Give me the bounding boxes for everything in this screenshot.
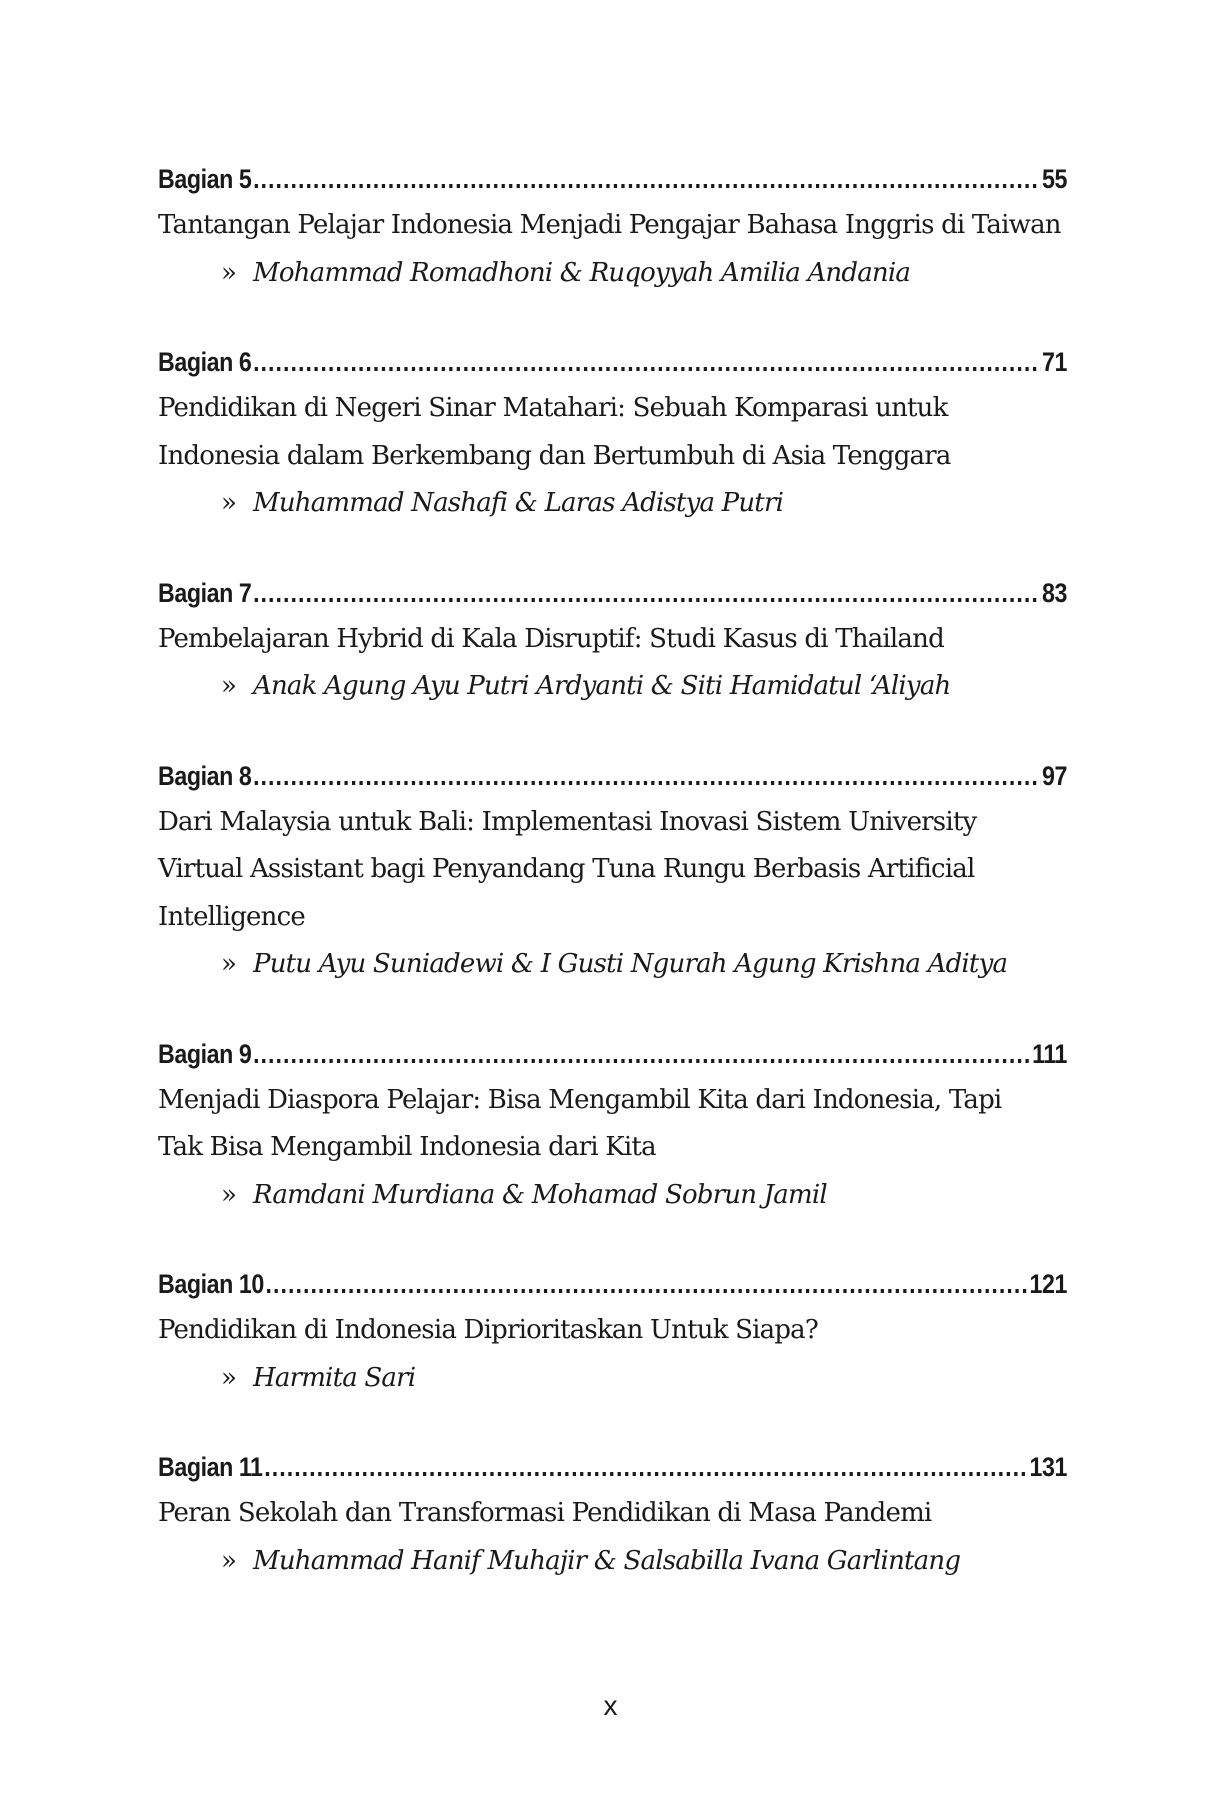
section-authors <box>158 1172 1067 1220</box>
section-title <box>158 1077 1088 1172</box>
author-names: Putu Ayu Suniadewi & I Gusti Ngurah Agung Krishna Aditya <box>253 949 1008 979</box>
dot-leader <box>253 757 1040 795</box>
guillemet-bullet-icon: » <box>221 671 237 701</box>
toc-entry[interactable] <box>158 1035 1067 1220</box>
guillemet-bullet-icon: » <box>221 257 237 288</box>
guillemet-bullet-icon: » <box>221 488 237 518</box>
author-names: Harmita Sari <box>253 1362 416 1393</box>
section-title-line: Intelligence <box>158 901 305 932</box>
toc-entry-heading[interactable] <box>158 1035 1067 1073</box>
section-authors <box>158 1538 1067 1586</box>
section-label: Bagian 9 <box>158 1038 252 1069</box>
section-label: Bagian 8 <box>158 760 252 791</box>
section-title-line: Pendidikan di Negeri Sinar Matahari: Sebuah Komparasi untuk <box>158 393 948 423</box>
dot-leader <box>264 1448 1028 1486</box>
section-title <box>158 616 1088 664</box>
section-title-line: Pembelajaran Hybrid di Kala Disruptif: Studi Kasus di Thailand <box>158 623 944 654</box>
section-page-number: 111 <box>1032 1038 1068 1069</box>
dot-leader <box>253 160 1040 198</box>
section-title <box>158 1490 1088 1538</box>
toc-entry[interactable] <box>158 1265 1067 1402</box>
section-label: Bagian 6 <box>158 347 252 377</box>
author-names: Muhammad Hanif Muhajir & Salsabilla Ivana Garlintang <box>253 1545 961 1576</box>
guillemet-bullet-icon: » <box>221 1545 237 1576</box>
dot-leader <box>253 343 1040 381</box>
section-authors <box>158 480 1067 528</box>
section-title-line: Menjadi Diaspora Pelajar: Bisa Mengambil Kita dari Indonesia, Tapi <box>158 1084 1002 1115</box>
section-authors <box>158 1355 1067 1403</box>
toc-entry[interactable] <box>158 343 1067 528</box>
section-page-number: 71 <box>1042 347 1068 377</box>
section-page-number: 55 <box>1042 164 1068 194</box>
section-authors <box>158 941 1067 989</box>
dot-leader <box>266 1265 1028 1303</box>
section-title-line: Dari Malaysia untuk Bali: Implementasi Inovasi Sistem University <box>158 806 977 837</box>
toc-entry[interactable] <box>158 1448 1067 1585</box>
page-number: x <box>603 1690 618 1721</box>
author-names: Muhammad Nashafi & Laras Adistya Putri <box>253 488 784 518</box>
section-title-line: Tak Bisa Mengambil Indonesia dari Kita <box>158 1132 656 1162</box>
section-title <box>158 799 1088 942</box>
toc-entry[interactable] <box>158 574 1067 711</box>
dot-leader <box>253 574 1040 612</box>
toc-entry[interactable] <box>158 757 1067 989</box>
guillemet-bullet-icon: » <box>221 1179 237 1210</box>
section-page-number: 121 <box>1029 1269 1068 1299</box>
section-title-line: Peran Sekolah dan Transformasi Pendidikan di Masa Pandemi <box>158 1498 932 1528</box>
guillemet-bullet-icon: » <box>221 1362 237 1393</box>
section-page-number: 83 <box>1042 577 1068 608</box>
section-title-line: Pendidikan di Indonesia Diprioritaskan Untuk Siapa? <box>158 1315 819 1345</box>
toc-entry-heading[interactable] <box>158 1265 1067 1303</box>
dot-leader <box>253 1035 1030 1073</box>
section-label: Bagian 5 <box>158 164 252 194</box>
section-authors <box>158 663 1067 711</box>
section-title-line: Virtual Assistant bagi Penyandang Tuna Rungu Berbasis Artificial <box>158 854 975 884</box>
toc-entry-heading[interactable] <box>158 160 1067 198</box>
section-authors <box>158 250 1067 298</box>
guillemet-bullet-icon: » <box>221 949 237 979</box>
section-label: Bagian 7 <box>158 577 252 608</box>
section-title <box>158 385 1088 480</box>
toc-entry-heading[interactable] <box>158 343 1067 381</box>
toc-entry-heading[interactable] <box>158 757 1067 795</box>
toc-entry-heading[interactable] <box>158 574 1067 612</box>
section-label: Bagian 11 <box>158 1452 263 1482</box>
section-page-number: 131 <box>1029 1452 1068 1482</box>
author-names: Anak Agung Ayu Putri Ardyanti & Siti Hamidatul ‘Aliyah <box>253 671 951 701</box>
toc-entry[interactable] <box>158 160 1067 297</box>
section-title-line: Indonesia dalam Berkembang dan Bertumbuh di Asia Tenggara <box>158 440 951 471</box>
toc-entry-heading[interactable] <box>158 1448 1067 1486</box>
section-page-number: 97 <box>1042 760 1068 791</box>
table-of-contents <box>158 160 1067 1631</box>
section-title-line: Tantangan Pelajar Indonesia Menjadi Pengajar Bahasa Inggris di Taiwan <box>158 210 1061 240</box>
author-names: Mohammad Romadhoni & Ruqoyyah Amilia Andania <box>253 257 911 288</box>
section-title <box>158 1307 1088 1355</box>
author-names: Ramdani Murdiana & Mohamad Sobrun Jamil <box>253 1179 827 1210</box>
section-title <box>158 202 1088 250</box>
section-label: Bagian 10 <box>158 1269 264 1299</box>
